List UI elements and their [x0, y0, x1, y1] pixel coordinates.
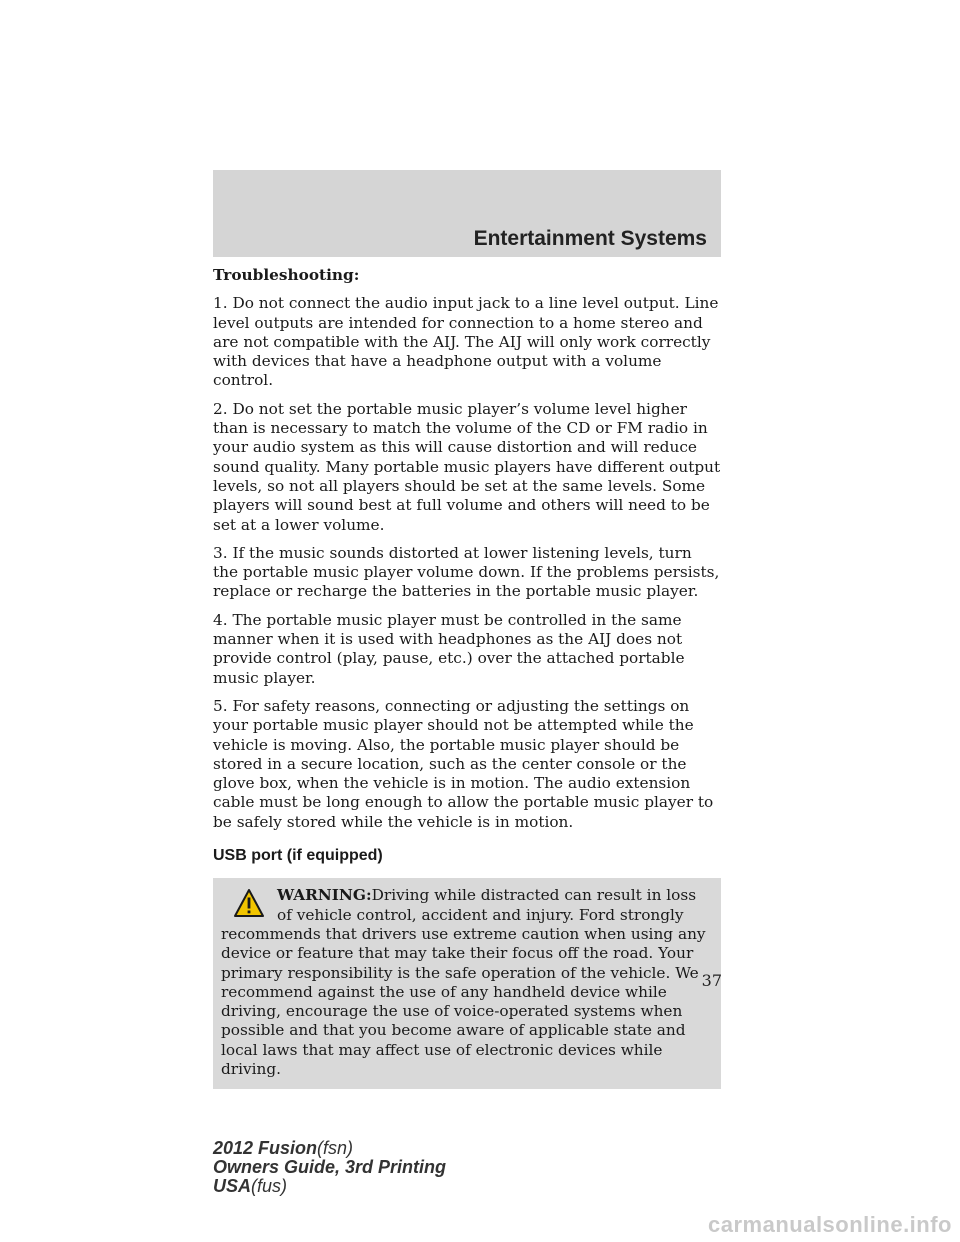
- site-watermark: carmanualsonline.info: [708, 1212, 952, 1237]
- footer-market-code: (fus): [251, 1176, 288, 1196]
- page-number: 37: [701, 971, 722, 990]
- troubleshooting-heading: Troubleshooting:: [213, 266, 360, 284]
- footer-line-model: [213, 1139, 446, 1158]
- footer-model: 2012 Fusion: [213, 1138, 318, 1158]
- troubleshooting-item: 3. If the music sounds distorted at lower listening levels, turn the portable music player volume down. If the problems persists, replace or recharge the batteries in the portable music player.: [213, 543, 720, 601]
- troubleshooting-item: 5. For safety reasons, connecting or adjusting the settings on your portable music player should not be attempted while the vehicle is moving. Also, the portable music player should be stored in a secure location, such as the center console or the glove box, when the vehicle is in motion. The audio extension cable must be long enough to allow the portable music player to be safely stored while the vehicle is in motion.: [213, 696, 714, 831]
- troubleshooting-item: 2. Do not set the portable music player’s volume level higher than is necessary to match the volume of the CD or FM radio in your audio system as this will cause distortion and will reduce sound quality. Many portable music players have different output levels, so not all players should be set at the same levels. Some players will sound best at full volume and others will need to be set at a lower volume.: [213, 399, 721, 534]
- footer-market: USA: [213, 1176, 252, 1196]
- section-header-band: [213, 170, 721, 257]
- warning-text: Driving while distracted can result in loss of vehicle control, accident and injury. Ford strongly recommends that drivers use extreme caution when using any device or feature that may take their focus off the road. Your primary responsibility is the safe operation of the vehicle. We recommend against the use of any handheld device while driving, encourage the use of voice-operated systems when possible and that you become aware of applicable state and local laws that may affect use of electronic devices while driving.: [221, 886, 706, 1078]
- section-title: Entertainment Systems: [473, 227, 707, 250]
- footer-model-code: (fsn): [317, 1138, 354, 1158]
- warning-label: WARNING:: [277, 886, 372, 905]
- usb-port-heading: USB port (if equipped): [213, 847, 383, 865]
- footer-guide-edition: Owners Guide, 3rd Printing: [213, 1157, 447, 1177]
- footer-line-market: [213, 1177, 446, 1196]
- document-footer: [213, 1139, 446, 1196]
- troubleshooting-item: 4. The portable music player must be controlled in the same manner when it is used with headphones as the AIJ does not provide control (play, pause, etc.) over the attached portable music player.: [213, 610, 685, 687]
- warning-box: [213, 878, 721, 1089]
- page-content: [213, 266, 721, 1089]
- troubleshooting-item: 1. Do not connect the audio input jack to a line level output. Line level outputs are intended for connection to a home stereo and are not compatible with the AIJ. The AIJ will only work correctly with devices that have a headphone output with a volume control.: [213, 294, 719, 390]
- warning-triangle-icon: [233, 888, 265, 918]
